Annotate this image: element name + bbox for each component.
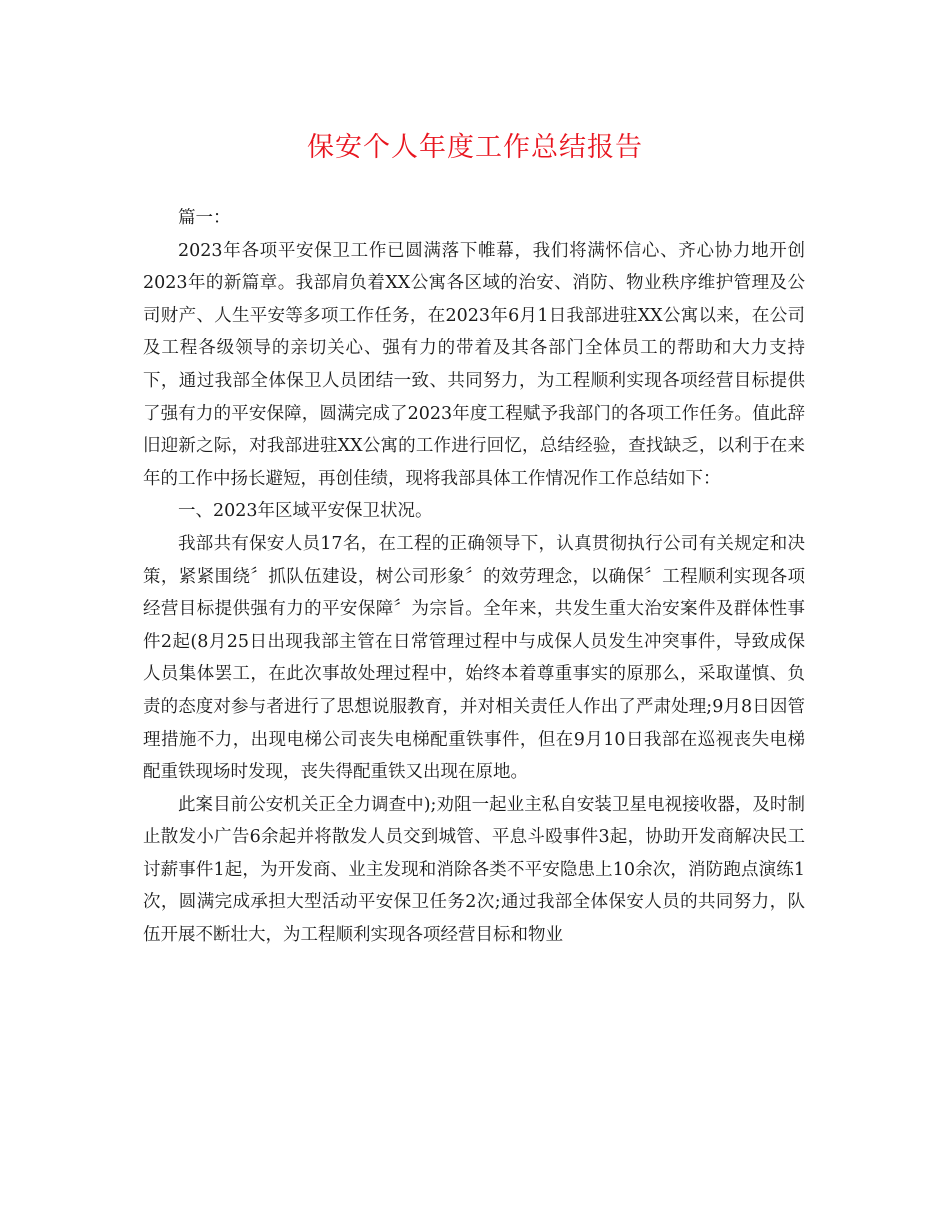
paragraph: 2023年各项平安保卫工作已圆满落下帷幕，我们将满怀信心、齐心协力地开创2023年的新篇章。我部肩负着XX公寓各区域的治安、消防、物业秩序维护管理及公司财产、人生平安等多项工作任务，在2023年6月1日我部进驻XX公寓以来，在公司及工程各级领导的亲切关心、强有力的带着及其各部门全体员工的帮助和大力支持下，通过我部全体保卫人员团结一致、共同努力，为工程顺利实现各项经营目标提供了强有力的平安保障，圆满完成了2023年度工程赋予我部门的各项工作任务。值此辞旧迎新之际，对我部进驻XX公寓的工作进行回忆，总结经验，查找缺乏，以利于在来年的工作中扬长避短，再创佳绩，现将我部具体工作情况作工作总结如下：	[143, 240, 805, 489]
document-title: 保安个人年度工作总结报告	[307, 132, 643, 163]
paragraph: 我部共有保安人员17名，在工程的正确领导下，认真贯彻执行公司有关规定和决策，紧紧围绕〞抓队伍建设，树公司形象〞的效劳理念，以确保〞工程顺利实现各项经营目标提供强有力的平安保障〞为宗旨。全年来，共发生重大治安案件及群体性事件2起(8月25日出现我部主管在日常管理过程中与成保人员发生冲突事件，导致成保人员集体罢工，在此次事故处理过程中，始终本着尊重事实的原那么，采取谨慎、负责的态度对参与者进行了思想说服教育，并对相关责任人作出了严肃处理;9月8日因管理措施不力，出现电梯公司丧失电梯配重铁事件，但在9月10日我部在巡视丧失电梯配重铁现场时发现，丧失得配重铁又出现在原地。	[143, 533, 805, 783]
paragraph: 此案目前公安机关正全力调查中);劝阻一起业主私自安装卫星电视接收器，及时制止散发小广告6余起并将散发人员交到城管、平息斗殴事件3起，协助开发商解决民工讨薪事件1起，为开发商、业主发现和消除各类不平安隐患上10余次，消防跑点演练1次，圆满完成承担大型活动平安保卫任务2次;通过我部全体保安人员的共同努力，队伍开展不断壮大，为工程顺利实现各项经营目标和物业	[143, 794, 805, 946]
section-heading: 一、2023年区域平安保卫状况。	[178, 501, 433, 522]
document-body	[143, 202, 805, 952]
section-label: 篇一：	[178, 208, 231, 228]
